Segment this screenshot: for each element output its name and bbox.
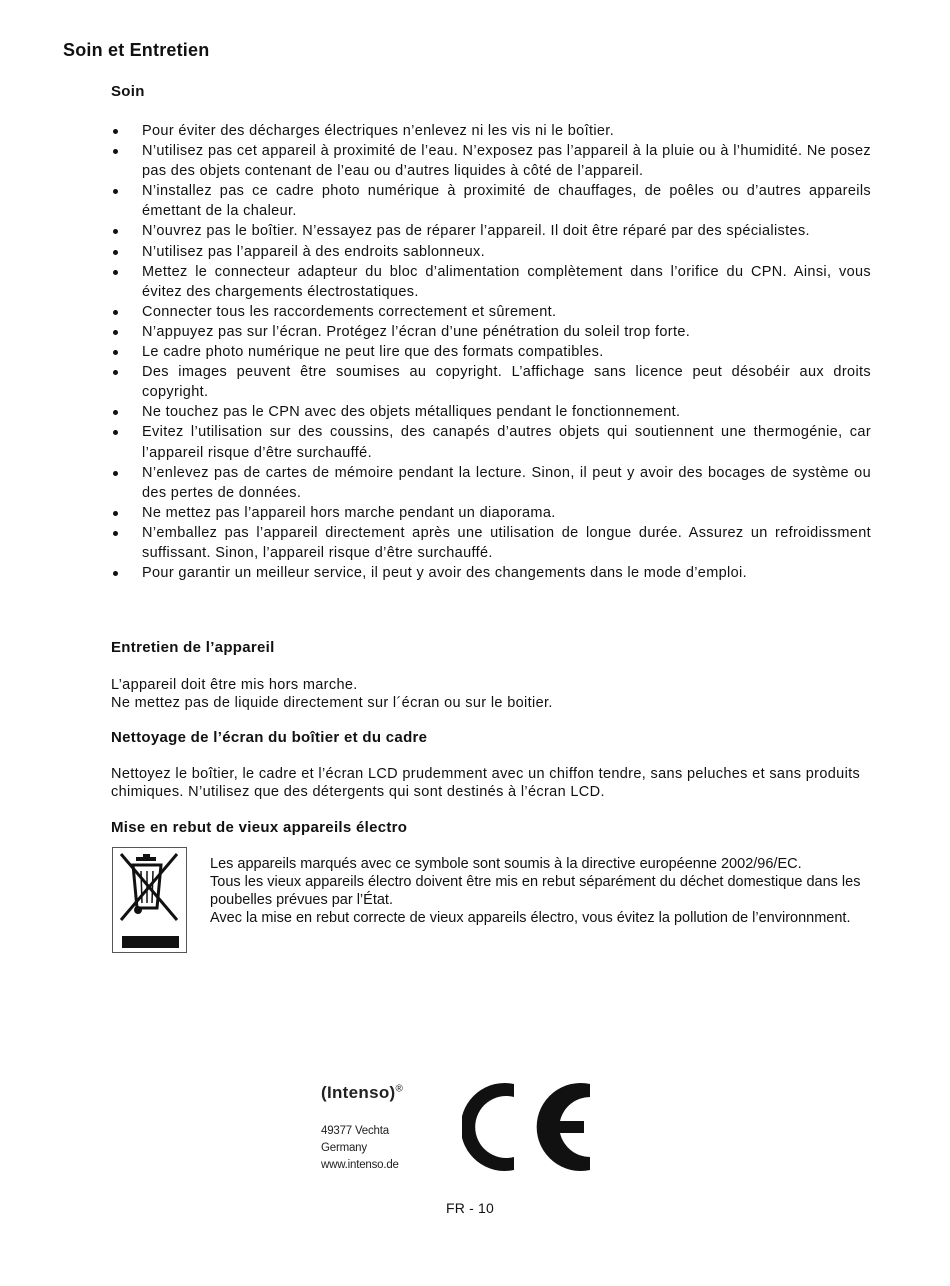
list-item: N’installez pas ce cadre photo numérique à proximité de chauffages, de poêles ou d’autres appareils émettant de la chaleur. [111, 181, 871, 221]
section-heading-nettoyage: Nettoyage de l’écran du boîtier et du cadre [111, 729, 428, 746]
page-title: Soin et Entretien [63, 40, 210, 60]
address-website: www.intenso.de [321, 1159, 399, 1171]
nettoyage-text: Nettoyez le boîtier, le cadre et l’écran LCD prudemment avec un chiffon tendre, sans peluches et sans produits chimiques. N’utilisez que des détergents qui sont destinés à l’écran LCD. [111, 766, 861, 800]
list-item: Mettez le connecteur adapteur du bloc d’alimentation complètement dans l’orifice du CPN. Ainsi, vous évitez des chargements électrostatiques. [111, 262, 871, 302]
list-item: Des images peuvent être soumises au copyright. L’affichage sans licence peut désobéir aux droits copyright. [111, 362, 871, 402]
entretien-line-2: Ne mettez pas de liquide directement sur l´écran ou sur le boitier. [111, 695, 553, 711]
list-item: N’utilisez pas l’appareil à des endroits sablonneux. [111, 242, 871, 262]
list-item: Pour garantir un meilleur service, il peut y avoir des changements dans le mode d’emploi. [111, 563, 871, 583]
section-heading-soin: Soin [111, 83, 145, 100]
list-item: Ne mettez pas l’appareil hors marche pendant un diaporama. [111, 503, 871, 523]
manufacturer-address [321, 1123, 441, 1174]
weee-notice [210, 855, 870, 927]
weee-notice-line-2: Tous les vieux appareils électro doivent être mis en rebut séparément du déchet domestique dans les poubelles prévues par l’État. [210, 874, 861, 908]
list-item: Ne touchez pas le CPN avec des objets métalliques pendant le fonctionnement. [111, 402, 871, 422]
list-item: Pour éviter des décharges électriques n’enlevez ni les vis ni le boîtier. [111, 121, 871, 141]
list-item: Le cadre photo numérique ne peut lire que des formats compatibles. [111, 342, 871, 362]
section-heading-rebut: Mise en rebut de vieux appareils électro [111, 819, 408, 836]
entretien-line-1: L’appareil doit être mis hors marche. [111, 677, 358, 693]
list-item: N’utilisez pas cet appareil à proximité de l’eau. N’exposez pas l’appareil à la pluie ou à l’humidité. Ne posez pas des objets contenant de l’eau ou d’autres liquides à côté de l’appareil. [111, 141, 871, 181]
ce-mark-icon [462, 1080, 594, 1174]
manufacturer-block [321, 1083, 441, 1174]
list-item: Evitez l’utilisation sur des coussins, des canapés d’autres objets qui soutiennent une thermogénie, car l’appareil risque d’être surchauffé. [111, 422, 871, 462]
care-instructions-list [111, 121, 871, 583]
list-item: N’appuyez pas sur l’écran. Protégez l’écran d’une pénétration du soleil trop forte. [111, 322, 871, 342]
weee-notice-line-3: Avec la mise en rebut correcte de vieux appareils électro, vous évitez la pollution de l’environnment. [210, 910, 851, 926]
list-item: N’emballez pas l’appareil directement après une utilisation de longue durée. Assurez un refroidissment suffissant. Sinon, l’appareil risque d’être surchauffé. [111, 523, 871, 563]
page-number: FR - 10 [445, 1200, 495, 1216]
intenso-logo: (Intenso)® [321, 1083, 404, 1102]
weee-crossed-bin-icon [112, 847, 187, 953]
list-item: Connecter tous les raccordements correctement et sûrement. [111, 302, 871, 322]
address-country: Germany [321, 1142, 367, 1154]
list-item: N’ouvrez pas le boîtier. N’essayez pas de réparer l’appareil. Il doit être réparé par des spécialistes. [111, 221, 871, 241]
section-heading-entretien: Entretien de l’appareil [111, 639, 275, 656]
address-city: 49377 Vechta [321, 1125, 389, 1137]
list-item: N’enlevez pas de cartes de mémoire pendant la lecture. Sinon, il peut y avoir des bocages de système ou des pertes de données. [111, 463, 871, 503]
weee-notice-line-1: Les appareils marqués avec ce symbole sont soumis à la directive européenne 2002/96/EC. [210, 856, 802, 872]
